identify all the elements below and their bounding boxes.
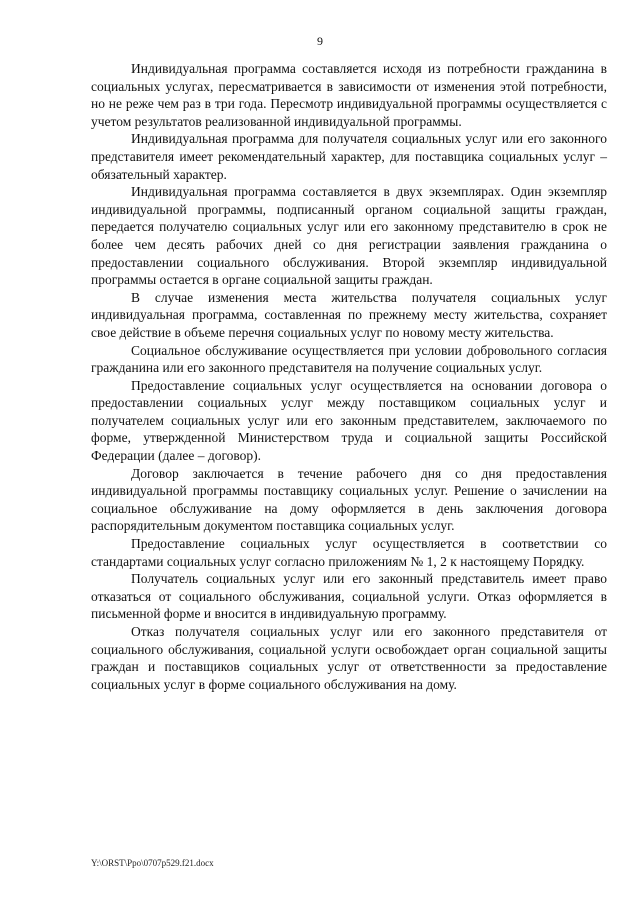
paragraph-right-to-refuse: Получатель социальных услуг или его законный представитель имеет право отказаться от социального обслуживания, социальной услуги. Отказ оформляется в письменной форме и вносится в индивидуальную программу. <box>91 571 607 622</box>
document-body <box>91 60 607 693</box>
paragraph-contract-conclusion: Договор заключается в течение рабочего дня со дня предоставления индивидуальной программы поставщику социальных услуг. Решение о зачислении на социальное обслуживание на дому оформляется в день заключения договора распорядительным документом поставщика социальных услуг. <box>91 465 607 534</box>
paragraph-refusal-liability: Отказ получателя социальных услуг или его законного представителя от социального обслуживания, социальной услуги освобождает орган социальной защиты граждан и поставщиков социальных услуг от ответственности за предоставление социальных услуг в форме социального обслуживания на дому. <box>91 624 607 692</box>
page-number: 9 <box>317 34 323 48</box>
paragraph-service-contract: Предоставление социальных услуг осуществляется на основании договора о предоставлении социальных услуг между поставщиком социальных услуг и получателем социальных услуг или его законным представителем, заключаемого по форме, утвержденной Министерством труда и социальной защиты Российской Федерации (далее – договор). <box>91 377 607 464</box>
paragraph-individual-program-review: Индивидуальная программа составляется исходя из потребности гражданина в социальных услугах, пересматривается в зависимости от изменения этой потребности, но не реже чем раз в три года. Пересмотр индивидуальной программы осуществляется с учетом результатов реализованной индивидуальной программы. <box>91 61 607 129</box>
paragraph-residence-change: В случае изменения места жительства получателя социальных услуг индивидуальная программа, составленная по прежнему месту жительства, сохраняет свое действие в объеме перечня социальных услуг по новому месту жительства. <box>91 289 607 340</box>
paragraph-program-character: Индивидуальная программа для получателя социальных услуг или его законного представителя имеет рекомендательный характер, для поставщика социальных услуг – обязательный характер. <box>91 131 607 182</box>
paragraph-program-copies: Индивидуальная программа составляется в двух экземплярах. Один экземпляр индивидуальной программы, подписанный органом социальной защиты граждан, передается получателю социальных услуг или его законному представителю в срок не более чем десять рабочих дней со дня регистрации заявления гражданина о предоставлении социального обслуживания. Второй экземпляр индивидуальной программы остается в органе социальной защиты граждан. <box>91 184 607 288</box>
footer-file-path: Y:\ORST\Ppo\0707p529.f21.docx <box>91 858 214 868</box>
paragraph-service-standards: Предоставление социальных услуг осуществляется в соответствии со стандартами социальных услуг согласно приложениям № 1, 2 к настоящему Порядку. <box>91 536 607 569</box>
paragraph-voluntary-consent: Социальное обслуживание осуществляется при условии добровольного согласия гражданина или его законного представителя на получение социальных услуг. <box>91 342 607 376</box>
